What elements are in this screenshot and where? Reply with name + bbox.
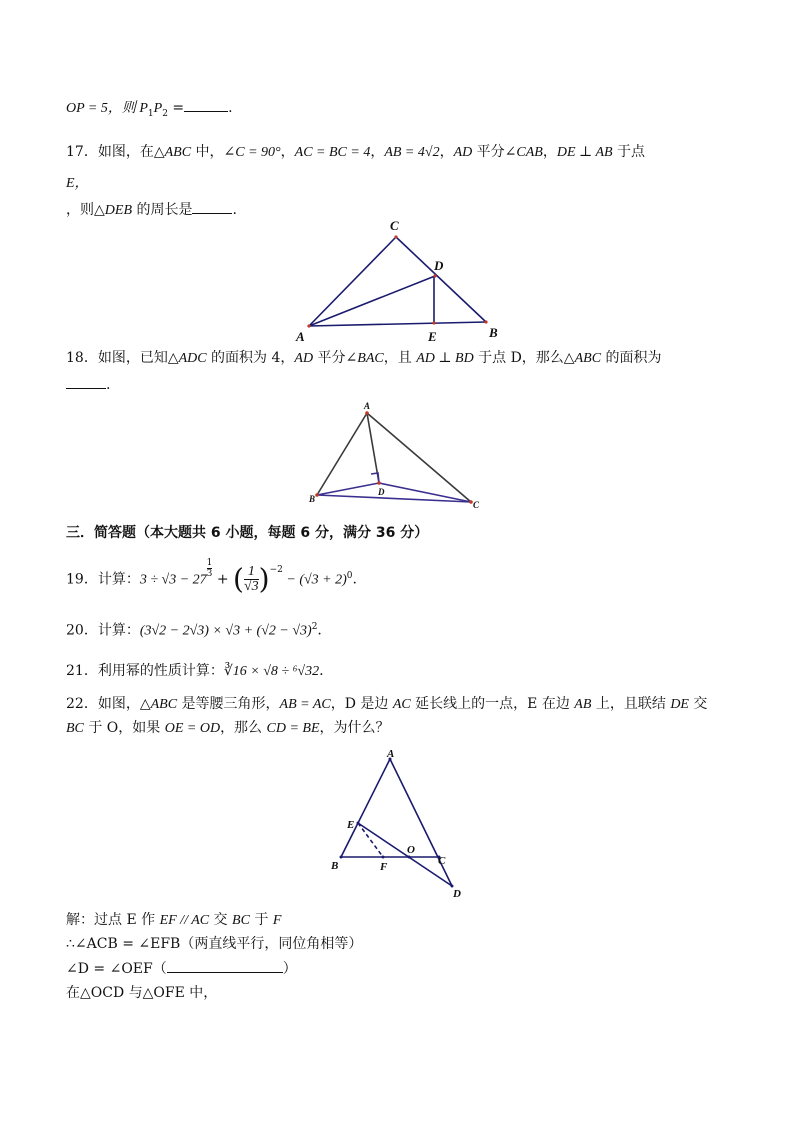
- q19-exp-top: 1: [206, 558, 213, 568]
- q21-end: .: [319, 663, 324, 679]
- q17-line2: E，: [66, 176, 89, 191]
- label-b: B: [331, 860, 339, 872]
- q17-text: ，: [280, 144, 295, 160]
- q17-math: CAB: [516, 145, 543, 160]
- solution-text: 解：过点 E 作: [66, 912, 160, 928]
- q22-math: OE = OD: [164, 721, 221, 736]
- q19-exp3: 0: [346, 571, 353, 581]
- label-e: E: [428, 329, 437, 344]
- solution-text: ）: [282, 961, 297, 977]
- q22-math: AB = AC: [279, 697, 331, 712]
- q22-number: 22．: [66, 696, 98, 712]
- q22-text: 如图，△: [97, 696, 151, 712]
- q22-math: AC: [392, 697, 411, 712]
- point-b: [315, 493, 319, 497]
- label-d: D: [378, 487, 385, 497]
- q16-eq: =: [167, 100, 185, 116]
- solution-line2: ∴∠ACB = ∠EFB（两直线平行，同位角相等）: [66, 936, 363, 952]
- q22-text: 延长线上的一点，E 在边: [410, 696, 575, 712]
- q20-exp: 2: [311, 622, 318, 632]
- q19-frac-den: √3: [243, 579, 259, 595]
- q16-prefix: OP = 5，则 P: [66, 101, 148, 116]
- q18-text: 于点 D，那么△: [473, 350, 575, 366]
- q17-text: ，则△: [66, 202, 105, 218]
- q17-text: 平分∠: [472, 144, 517, 160]
- q17-math: AD: [453, 145, 473, 160]
- section-title: 三．简答题（本大题共 6 小题，每题 6 分，满分 36 分）: [66, 525, 429, 541]
- label-e: E: [347, 819, 355, 831]
- q21: [66, 661, 324, 682]
- q20-text: 计算：: [97, 622, 140, 639]
- segment-bd: [317, 483, 379, 495]
- reason-blank[interactable]: [167, 958, 283, 973]
- q18-math: AD ⊥ BD: [416, 351, 474, 366]
- point-f: [382, 856, 385, 859]
- q17-math: ABC: [164, 145, 192, 160]
- label-c: C: [438, 855, 446, 867]
- label-a: A: [364, 401, 371, 411]
- q19-number: 19．: [66, 571, 98, 588]
- q17-figure: [290, 215, 520, 350]
- q16-sub2: 2: [162, 108, 168, 119]
- q22-math: AB: [574, 697, 592, 712]
- solution-line1: [66, 910, 281, 931]
- q20-number: 20．: [66, 622, 98, 639]
- q16-end: .: [228, 100, 233, 116]
- q20-math: (3√2 − 2√3) × √3 + (√2 − √3): [139, 623, 312, 639]
- q17-math: AB = 4√2: [384, 145, 440, 160]
- q22-text: 于 O，如果: [83, 720, 165, 736]
- q17-number: 17．: [66, 144, 98, 160]
- q21-text: 利用幂的性质计算：: [97, 663, 224, 679]
- q17-text: ，: [542, 144, 557, 160]
- solution-text: 于: [249, 912, 273, 928]
- q22-math: DE: [670, 697, 689, 712]
- q19-exp-bot: 3: [206, 569, 213, 579]
- segment-ad: [309, 276, 435, 326]
- q19-exp2: −2: [269, 565, 283, 575]
- q16-mid: P: [153, 101, 163, 116]
- q18-text: 如图，已知△: [97, 350, 179, 366]
- label-b: B: [309, 494, 316, 504]
- label-c: C: [390, 218, 399, 233]
- q17-line3: [66, 199, 237, 221]
- q17-math: DE ⊥ AB: [556, 145, 613, 160]
- q22-line1: [66, 694, 707, 715]
- q18-math: ADC: [178, 351, 207, 366]
- q17-text: 于点: [612, 144, 646, 160]
- segment-ef: [358, 823, 383, 857]
- segment-cb: [396, 237, 486, 322]
- label-f: F: [380, 861, 388, 873]
- q18-figure: [305, 400, 490, 515]
- point-a: [307, 324, 310, 327]
- q22-math: CD = BE: [266, 721, 320, 736]
- q17-text: ，: [370, 144, 385, 160]
- q19-paren-right: ): [258, 562, 270, 596]
- segment-bc: [317, 495, 471, 502]
- solution-text: 交: [209, 912, 233, 928]
- label-o: O: [407, 844, 415, 856]
- solution-math: F: [272, 913, 282, 928]
- q19-end: .: [352, 571, 357, 588]
- q18-line1: [66, 348, 662, 369]
- q19-text: 计算：: [97, 571, 140, 588]
- point-d: [377, 481, 381, 485]
- answer-blank[interactable]: [66, 374, 106, 389]
- q22-text: ，D 是边: [330, 696, 393, 712]
- point-b: [340, 856, 343, 859]
- q18-math: ABC: [574, 351, 602, 366]
- solution-text: ∠D = ∠OEF（: [66, 961, 167, 977]
- label-a: A: [296, 329, 305, 344]
- q17-line1: [66, 142, 645, 163]
- q18-math: BAC: [357, 351, 384, 366]
- q22-math: BC: [66, 721, 84, 736]
- point-c: [394, 235, 397, 238]
- label-c: C: [473, 500, 480, 510]
- right-angle-mark: [371, 473, 379, 483]
- q22-figure: [325, 745, 475, 900]
- q17-text: 如图，在△: [97, 144, 165, 160]
- answer-blank[interactable]: [184, 97, 228, 112]
- q17-math: C = 90°: [235, 145, 281, 160]
- label-d: D: [434, 258, 444, 273]
- label-a: A: [387, 748, 395, 760]
- q22-text: 交: [688, 696, 708, 712]
- q16-sub1: 1: [147, 108, 154, 119]
- solution-line4: 在△OCD 与△OFE 中，: [66, 985, 218, 1001]
- solution-math: EF // AC: [159, 913, 210, 928]
- q17-math: DEB: [104, 203, 132, 218]
- q18-text: 的面积为 4，: [206, 350, 295, 366]
- point-e: [357, 822, 360, 825]
- q22-text: ，那么: [220, 720, 267, 736]
- q18-text: 的面积为: [601, 350, 662, 366]
- q21-number: 21．: [66, 663, 98, 679]
- q18-line2: [66, 374, 110, 395]
- q19-frac: [244, 565, 259, 594]
- answer-blank[interactable]: [192, 199, 232, 214]
- q19-math: − (√3 + 2): [282, 572, 347, 588]
- point-b: [484, 320, 487, 323]
- q19-plus: +: [212, 571, 234, 588]
- point-e: [432, 321, 435, 324]
- q17-end: .: [232, 202, 237, 218]
- point-a: [365, 411, 369, 415]
- segment-ac: [309, 237, 396, 326]
- segment-ab: [317, 413, 367, 495]
- q22-text: 是等腰三角形，: [177, 696, 280, 712]
- q18-number: 18．: [66, 350, 98, 366]
- q22-text: ，为什么？: [319, 720, 390, 736]
- q17-text: ，: [439, 144, 454, 160]
- segment-ab: [341, 759, 390, 857]
- q22-math: ABC: [150, 697, 178, 712]
- q19-math: 3 ÷ √3 − 27: [139, 572, 207, 588]
- q22-text: 上，且联结: [591, 696, 671, 712]
- solution-line3: [66, 958, 297, 979]
- label-d: D: [453, 888, 461, 900]
- q18-text: 平分∠: [313, 350, 358, 366]
- q19-frac-num: 1: [244, 565, 259, 580]
- q22-line2: [66, 718, 390, 739]
- point-d: [433, 274, 436, 277]
- solution-math: BC: [232, 913, 250, 928]
- q17-math: AC = BC = 4: [294, 145, 371, 160]
- q17-text: 中，∠: [191, 144, 236, 160]
- segment-ab: [309, 322, 486, 326]
- q21-math: ∛16 × √8 ÷ ⁶√32: [223, 664, 320, 679]
- q18-math: AD: [294, 351, 314, 366]
- label-b: B: [489, 325, 498, 340]
- q20-end: .: [317, 622, 322, 639]
- q17-text: 的周长是: [132, 202, 193, 218]
- q16-tail: [66, 97, 233, 124]
- q19-paren-left: (: [233, 562, 244, 596]
- q18-end: .: [106, 377, 111, 393]
- q18-text: ，且: [383, 350, 417, 366]
- q19: [66, 556, 357, 596]
- q20: [66, 617, 322, 642]
